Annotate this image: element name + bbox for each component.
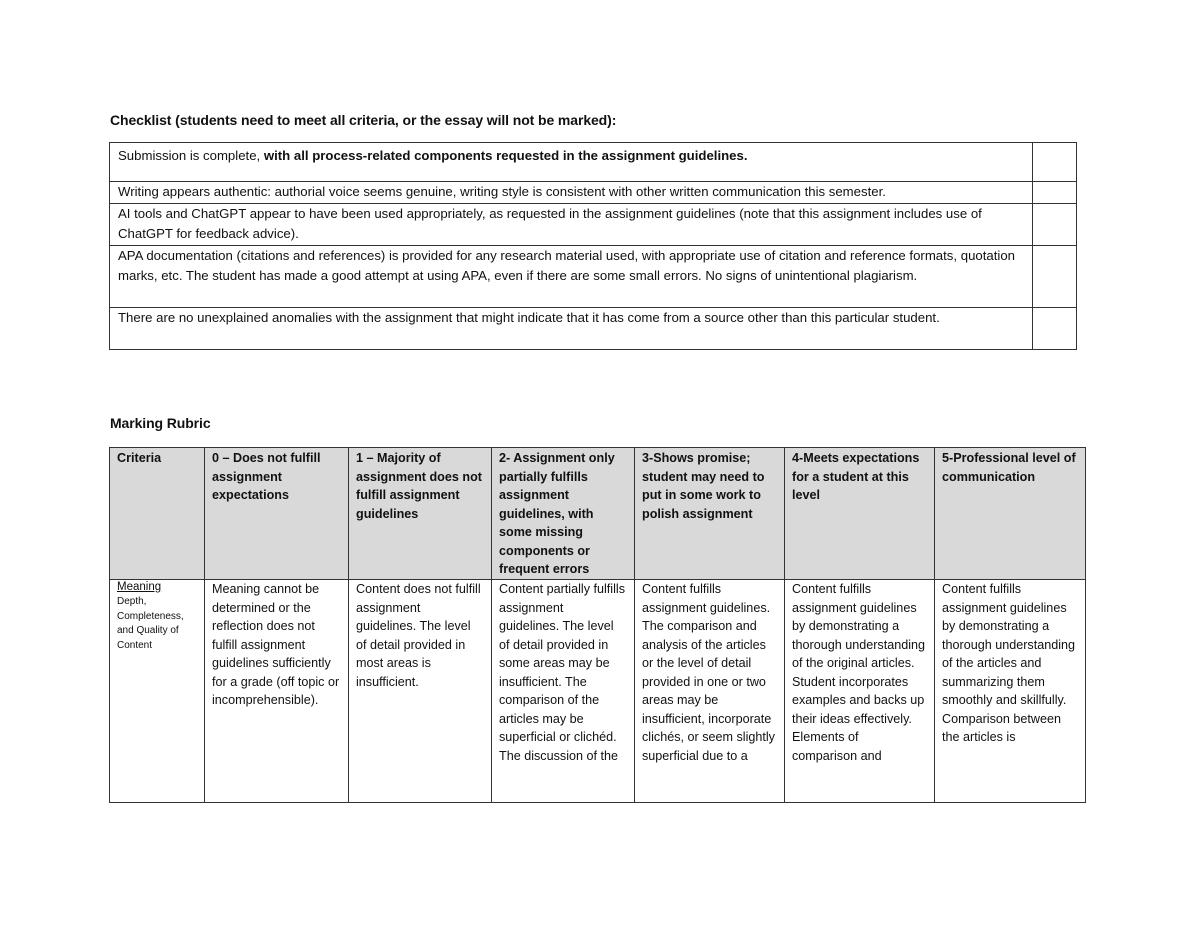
rubric-heading: Marking Rubric xyxy=(110,415,211,431)
rubric-cell-level-4: Content fulfills assignment guidelines by demonstrating a thorough understanding of the original articles. Student incorporates examples and backs up their ideas effectively. Elements of comparison and xyxy=(785,580,935,803)
rubric-header-level-5: 5-Professional level of communication xyxy=(935,448,1086,580)
rubric-cell-level-2: Content partially fulfills assignment guidelines. The level of detail provided in some areas may be insufficient. The comparison of the articles may be superficial or clichéd. The discussion of the xyxy=(492,580,635,803)
rubric-header-level-2: 2- Assignment only partially fulfills assignment guidelines, with some missing components or frequent errors xyxy=(492,448,635,580)
checklist-checkbox-cell[interactable] xyxy=(1033,182,1077,204)
checklist-criterion: Writing appears authentic: authorial voice seems genuine, writing style is consistent with other written communication this semester. xyxy=(110,182,1033,204)
checklist-row xyxy=(110,307,1077,349)
checklist-checkbox-cell[interactable] xyxy=(1033,307,1077,349)
checklist-checkbox-cell[interactable] xyxy=(1033,203,1077,245)
rubric-row-meaning xyxy=(110,580,1086,803)
rubric-table xyxy=(109,447,1086,803)
checklist-criterion: There are no unexplained anomalies with the assignment that might indicate that it has come from a source other than this particular student. xyxy=(110,307,1033,349)
checklist-row xyxy=(110,182,1077,204)
checklist-heading: Checklist (students need to meet all criteria, or the essay will not be marked): xyxy=(110,112,617,128)
rubric-cell-level-0: Meaning cannot be determined or the reflection does not fulfill assignment guidelines sufficiently for a grade (off topic or incomprehensible). xyxy=(205,580,349,803)
criterion-description: Depth, Completeness, and Quality of Content xyxy=(117,596,184,651)
checklist-criterion: AI tools and ChatGPT appear to have been used appropriately, as requested in the assignment guidelines (note that this assignment includes use of ChatGPT for feedback advice). xyxy=(110,203,1033,245)
checklist-row xyxy=(110,143,1077,182)
rubric-criterion-cell xyxy=(110,580,205,803)
checklist-row xyxy=(110,203,1077,245)
rubric-header-level-3: 3-Shows promise; student may need to put in some work to polish assignment xyxy=(635,448,785,580)
rubric-header-row xyxy=(110,448,1086,580)
checklist-checkbox-cell[interactable] xyxy=(1033,143,1077,182)
criterion-name: Meaning xyxy=(117,581,162,593)
checklist-row xyxy=(110,245,1077,307)
checklist-criterion: APA documentation (citations and references) is provided for any research material used, with appropriate use of citation and reference formats, quotation marks, etc. The student has made a good attempt at using APA, even if there are some small errors. No signs of unintentional plagiarism. xyxy=(110,245,1033,307)
checklist-criterion: Submission is complete, with all process-related components requested in the assignment guidelines. xyxy=(110,143,1033,182)
checklist-checkbox-cell[interactable] xyxy=(1033,245,1077,307)
rubric-cell-level-5: Content fulfills assignment guidelines by demonstrating a thorough understanding of the articles and summarizing them smoothly and skillfully. Comparison between the articles is xyxy=(935,580,1086,803)
rubric-header-level-4: 4-Meets expectations for a student at this level xyxy=(785,448,935,580)
rubric-cell-level-1: Content does not fulfill assignment guidelines. The level of detail provided in most areas is insufficient. xyxy=(349,580,492,803)
rubric-header-criteria: Criteria xyxy=(110,448,205,580)
rubric-cell-level-3: Content fulfills assignment guidelines. The comparison and analysis of the articles or the level of detail provided in one or two areas may be insufficient, incorporate clichés, or seem slightly superficial due to a xyxy=(635,580,785,803)
rubric-header-level-1: 1 – Majority of assignment does not fulfill assignment guidelines xyxy=(349,448,492,580)
rubric-header-level-0: 0 – Does not fulfill assignment expectations xyxy=(205,448,349,580)
checklist-table xyxy=(109,142,1077,350)
